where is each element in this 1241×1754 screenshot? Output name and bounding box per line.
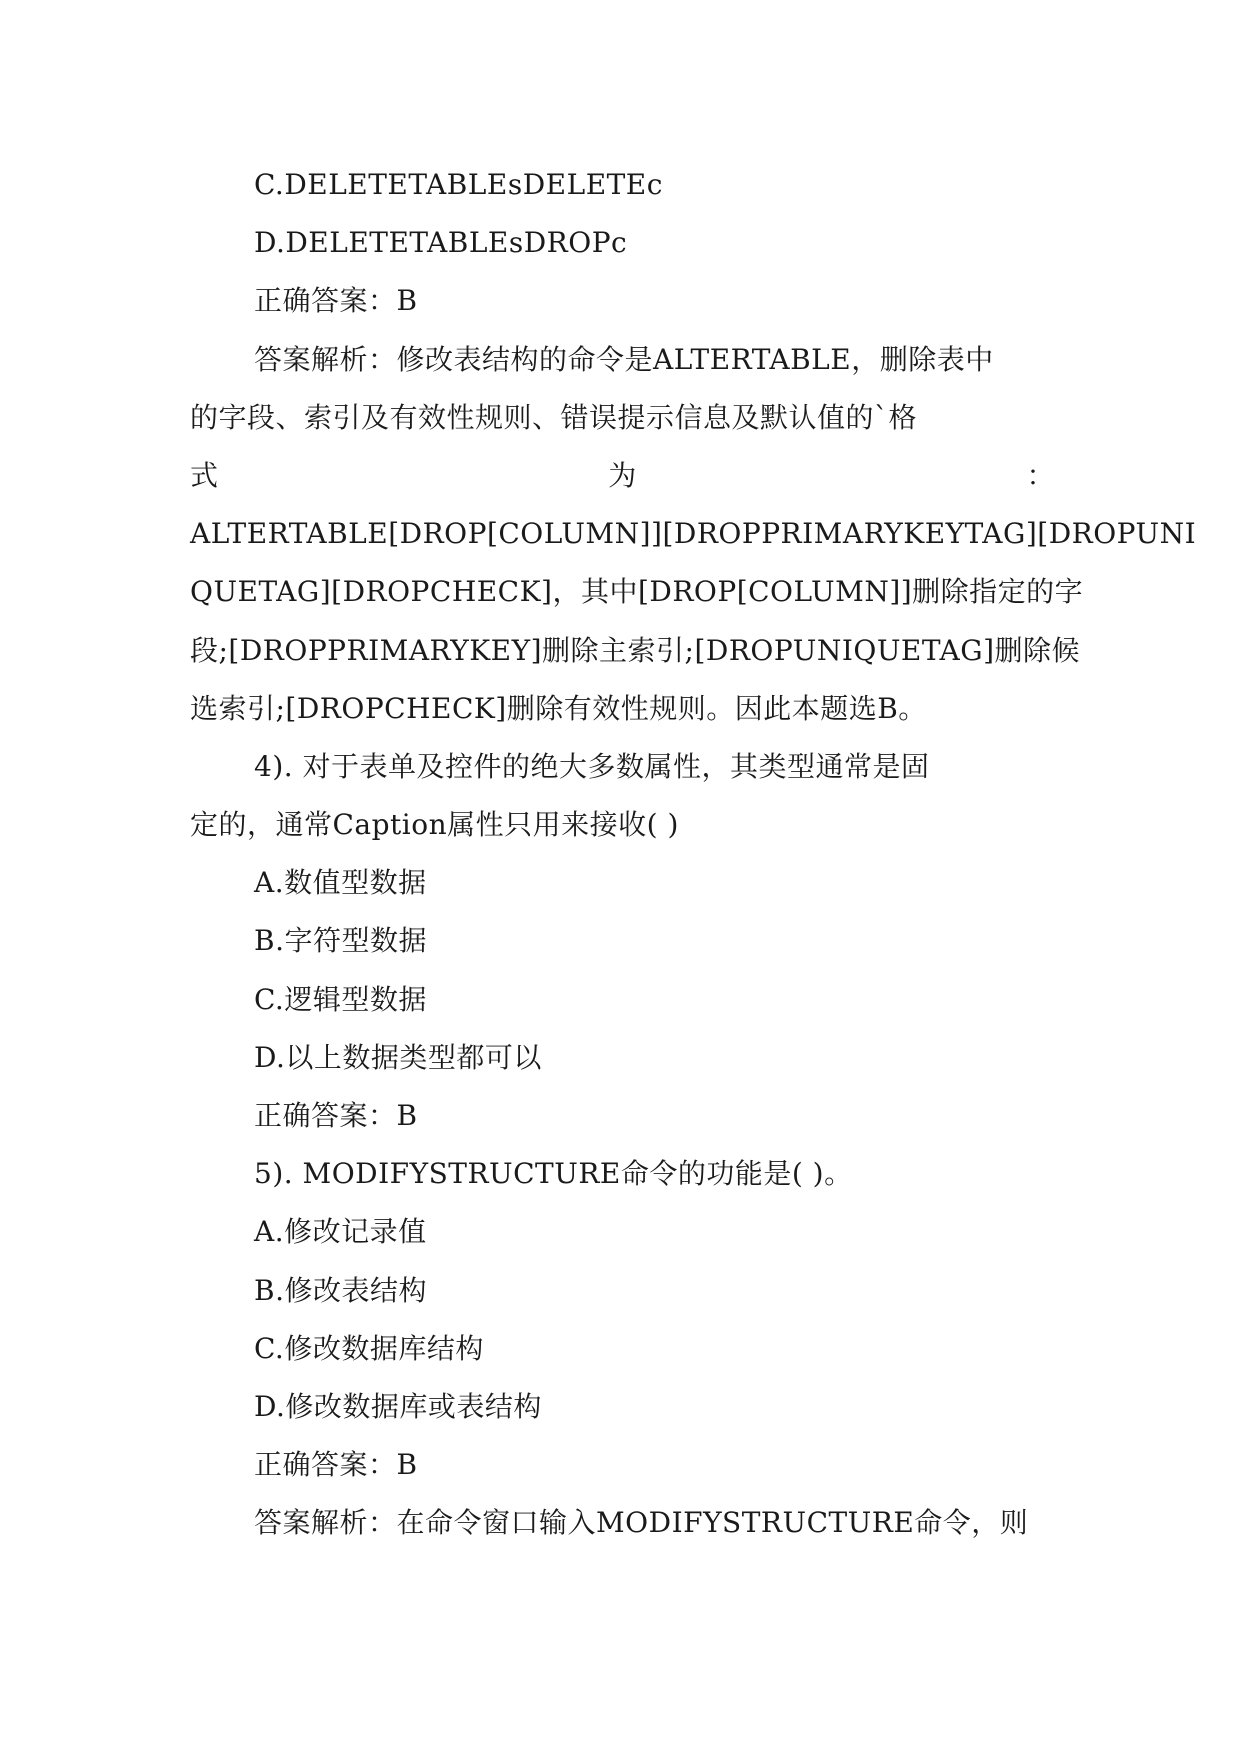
q5-answer: 正确答案：B [254, 1448, 418, 1482]
q4-question-line-1: 4). 对于表单及控件的绝大多数属性，其类型通常是固 [254, 749, 930, 783]
q3-option-d: D.DELETETABLEsDROPc [254, 226, 628, 260]
q3-explanation-line-1: 答案解析：修改表结构的命令是ALTERTABLE，删除表中 [254, 342, 994, 376]
q3-explanation-line-2: 的字段、索引及有效性规则、错误提示信息及默认值的`格 [190, 400, 918, 434]
q3-explanation-line-3 [190, 447, 1055, 505]
q3-answer: 正确答案：B [254, 284, 418, 318]
q3-explanation-line-4: ALTERTABLE[DROP[COLUMN]][DROPPRIMARYKEYTAG][DROPUNI [190, 517, 1197, 551]
q3-explanation-word-2: 为 [608, 458, 637, 492]
q3-explanation-line-5: QUETAG][DROPCHECK]，其中[DROP[COLUMN]]删除指定的字 [190, 575, 1084, 609]
q3-explanation-line-6: 段;[DROPPRIMARYKEY]删除主索引;[DROPUNIQUETAG]删除候 [190, 633, 1081, 667]
q5-option-c: C.修改数据库结构 [254, 1331, 484, 1365]
q3-option-c: C.DELETETABLEsDELETEc [254, 168, 663, 201]
q5-option-b: B.修改表结构 [254, 1273, 427, 1307]
q5-option-a: A.修改记录值 [254, 1215, 427, 1249]
q5-explanation: 答案解析：在命令窗口输入MODIFYSTRUCTURE命令，则 [254, 1506, 1029, 1540]
q4-option-a: A.数值型数据 [254, 866, 427, 900]
q4-option-d: D.以上数据类型都可以 [254, 1040, 542, 1074]
q3-explanation-word-3: ： [1026, 458, 1055, 492]
q4-answer: 正确答案：B [254, 1099, 418, 1132]
q4-question-line-2: 定的，通常Caption属性只用来接收( ) [190, 808, 679, 842]
q5-option-d: D.修改数据库或表结构 [254, 1389, 542, 1423]
q3-explanation-line-7: 选索引;[DROPCHECK]删除有效性规则。因此本题选B。 [190, 691, 927, 725]
q3-explanation-word-1: 式 [190, 458, 219, 492]
document-body [190, 156, 1197, 1553]
q4-option-b: B.字符型数据 [254, 924, 427, 958]
q5-question: 5). MODIFYSTRUCTURE命令的功能是( )。 [254, 1157, 853, 1191]
q4-option-c: C.逻辑型数据 [254, 982, 427, 1016]
